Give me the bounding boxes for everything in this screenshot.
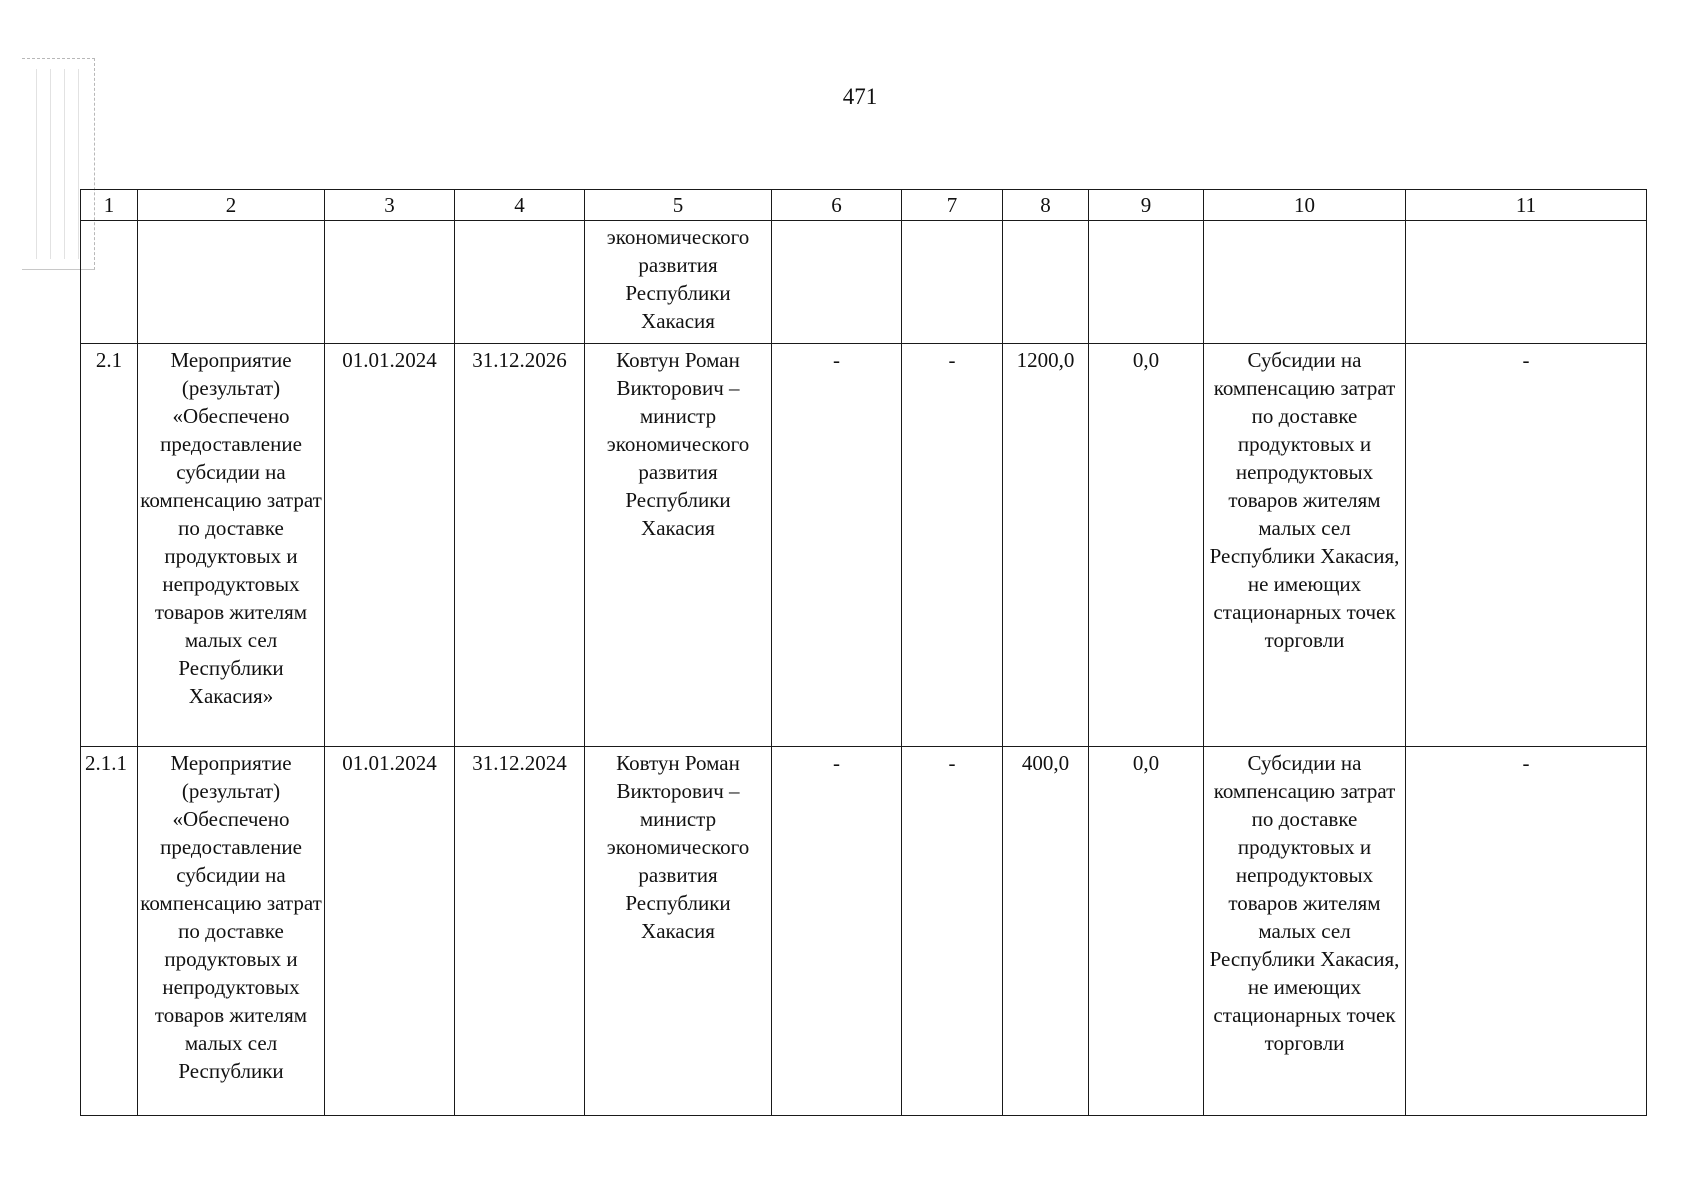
cell-col6: - [772,344,902,747]
table-row [81,344,1647,747]
cell-end-date: 31.12.2026 [455,344,585,747]
col-header-1: 1 [81,190,138,221]
cell-end-date [455,221,585,344]
cell-description [1204,221,1406,344]
cell-col6 [772,221,902,344]
col-header-7: 7 [902,190,1003,221]
column-number-row [81,190,1647,221]
cell-col9 [1089,221,1204,344]
measures-table [80,189,1647,1116]
stamp-texture [30,69,86,259]
cell-responsible: Ковтун Роман Викторович – министр экономического развития Республики Хакасия [585,344,772,747]
cell-col6: - [772,747,902,1116]
cell-start-date [325,221,455,344]
cell-number: 2.1.1 [81,747,138,1116]
col-header-11: 11 [1406,190,1647,221]
cell-col11: - [1406,344,1647,747]
cell-measure-name: Мероприятие (результат) «Обеспечено предоставление субсидии на компенсацию затрат по доставке продуктовых и непродуктовых товаров жителям малых сел Республики Хакасия» [138,344,325,747]
page-number: 471 [842,84,878,109]
table-row [81,747,1647,1116]
col-header-8: 8 [1003,190,1089,221]
cell-responsible: экономического развития Республики Хакасия [585,221,772,344]
cell-col9: 0,0 [1089,747,1204,1116]
cell-end-date: 31.12.2024 [455,747,585,1116]
cell-measure-name [138,221,325,344]
col-header-4: 4 [455,190,585,221]
col-header-9: 9 [1089,190,1204,221]
col-header-2: 2 [138,190,325,221]
cell-description: Субсидии на компенсацию затрат по доставке продуктовых и непродуктовых товаров жителям малых сел Республики Хакасия, не имеющих стационарных точек торговли [1204,747,1406,1116]
cell-number [81,221,138,344]
table-row [81,221,1647,344]
cell-start-date: 01.01.2024 [325,344,455,747]
col-header-3: 3 [325,190,455,221]
col-header-6: 6 [772,190,902,221]
cell-col11 [1406,221,1647,344]
cell-amount: 1200,0 [1003,344,1089,747]
cell-start-date: 01.01.2024 [325,747,455,1116]
cell-col7: - [902,747,1003,1116]
cell-description: Субсидии на компенсацию затрат по доставке продуктовых и непродуктовых товаров жителям малых сел Республики Хакасия, не имеющих стационарных точек торговли [1204,344,1406,747]
cell-responsible: Ковтун Роман Викторович – министр экономического развития Республики Хакасия [585,747,772,1116]
cell-number: 2.1 [81,344,138,747]
cell-measure-name: Мероприятие (результат) «Обеспечено предоставление субсидии на компенсацию затрат по доставке продуктовых и непродуктовых товаров жителям малых сел Республики [138,747,325,1116]
col-header-5: 5 [585,190,772,221]
cell-amount [1003,221,1089,344]
cell-amount: 400,0 [1003,747,1089,1116]
cell-col7 [902,221,1003,344]
cell-col7: - [902,344,1003,747]
cell-col9: 0,0 [1089,344,1204,747]
col-header-10: 10 [1204,190,1406,221]
cell-col11: - [1406,747,1647,1116]
